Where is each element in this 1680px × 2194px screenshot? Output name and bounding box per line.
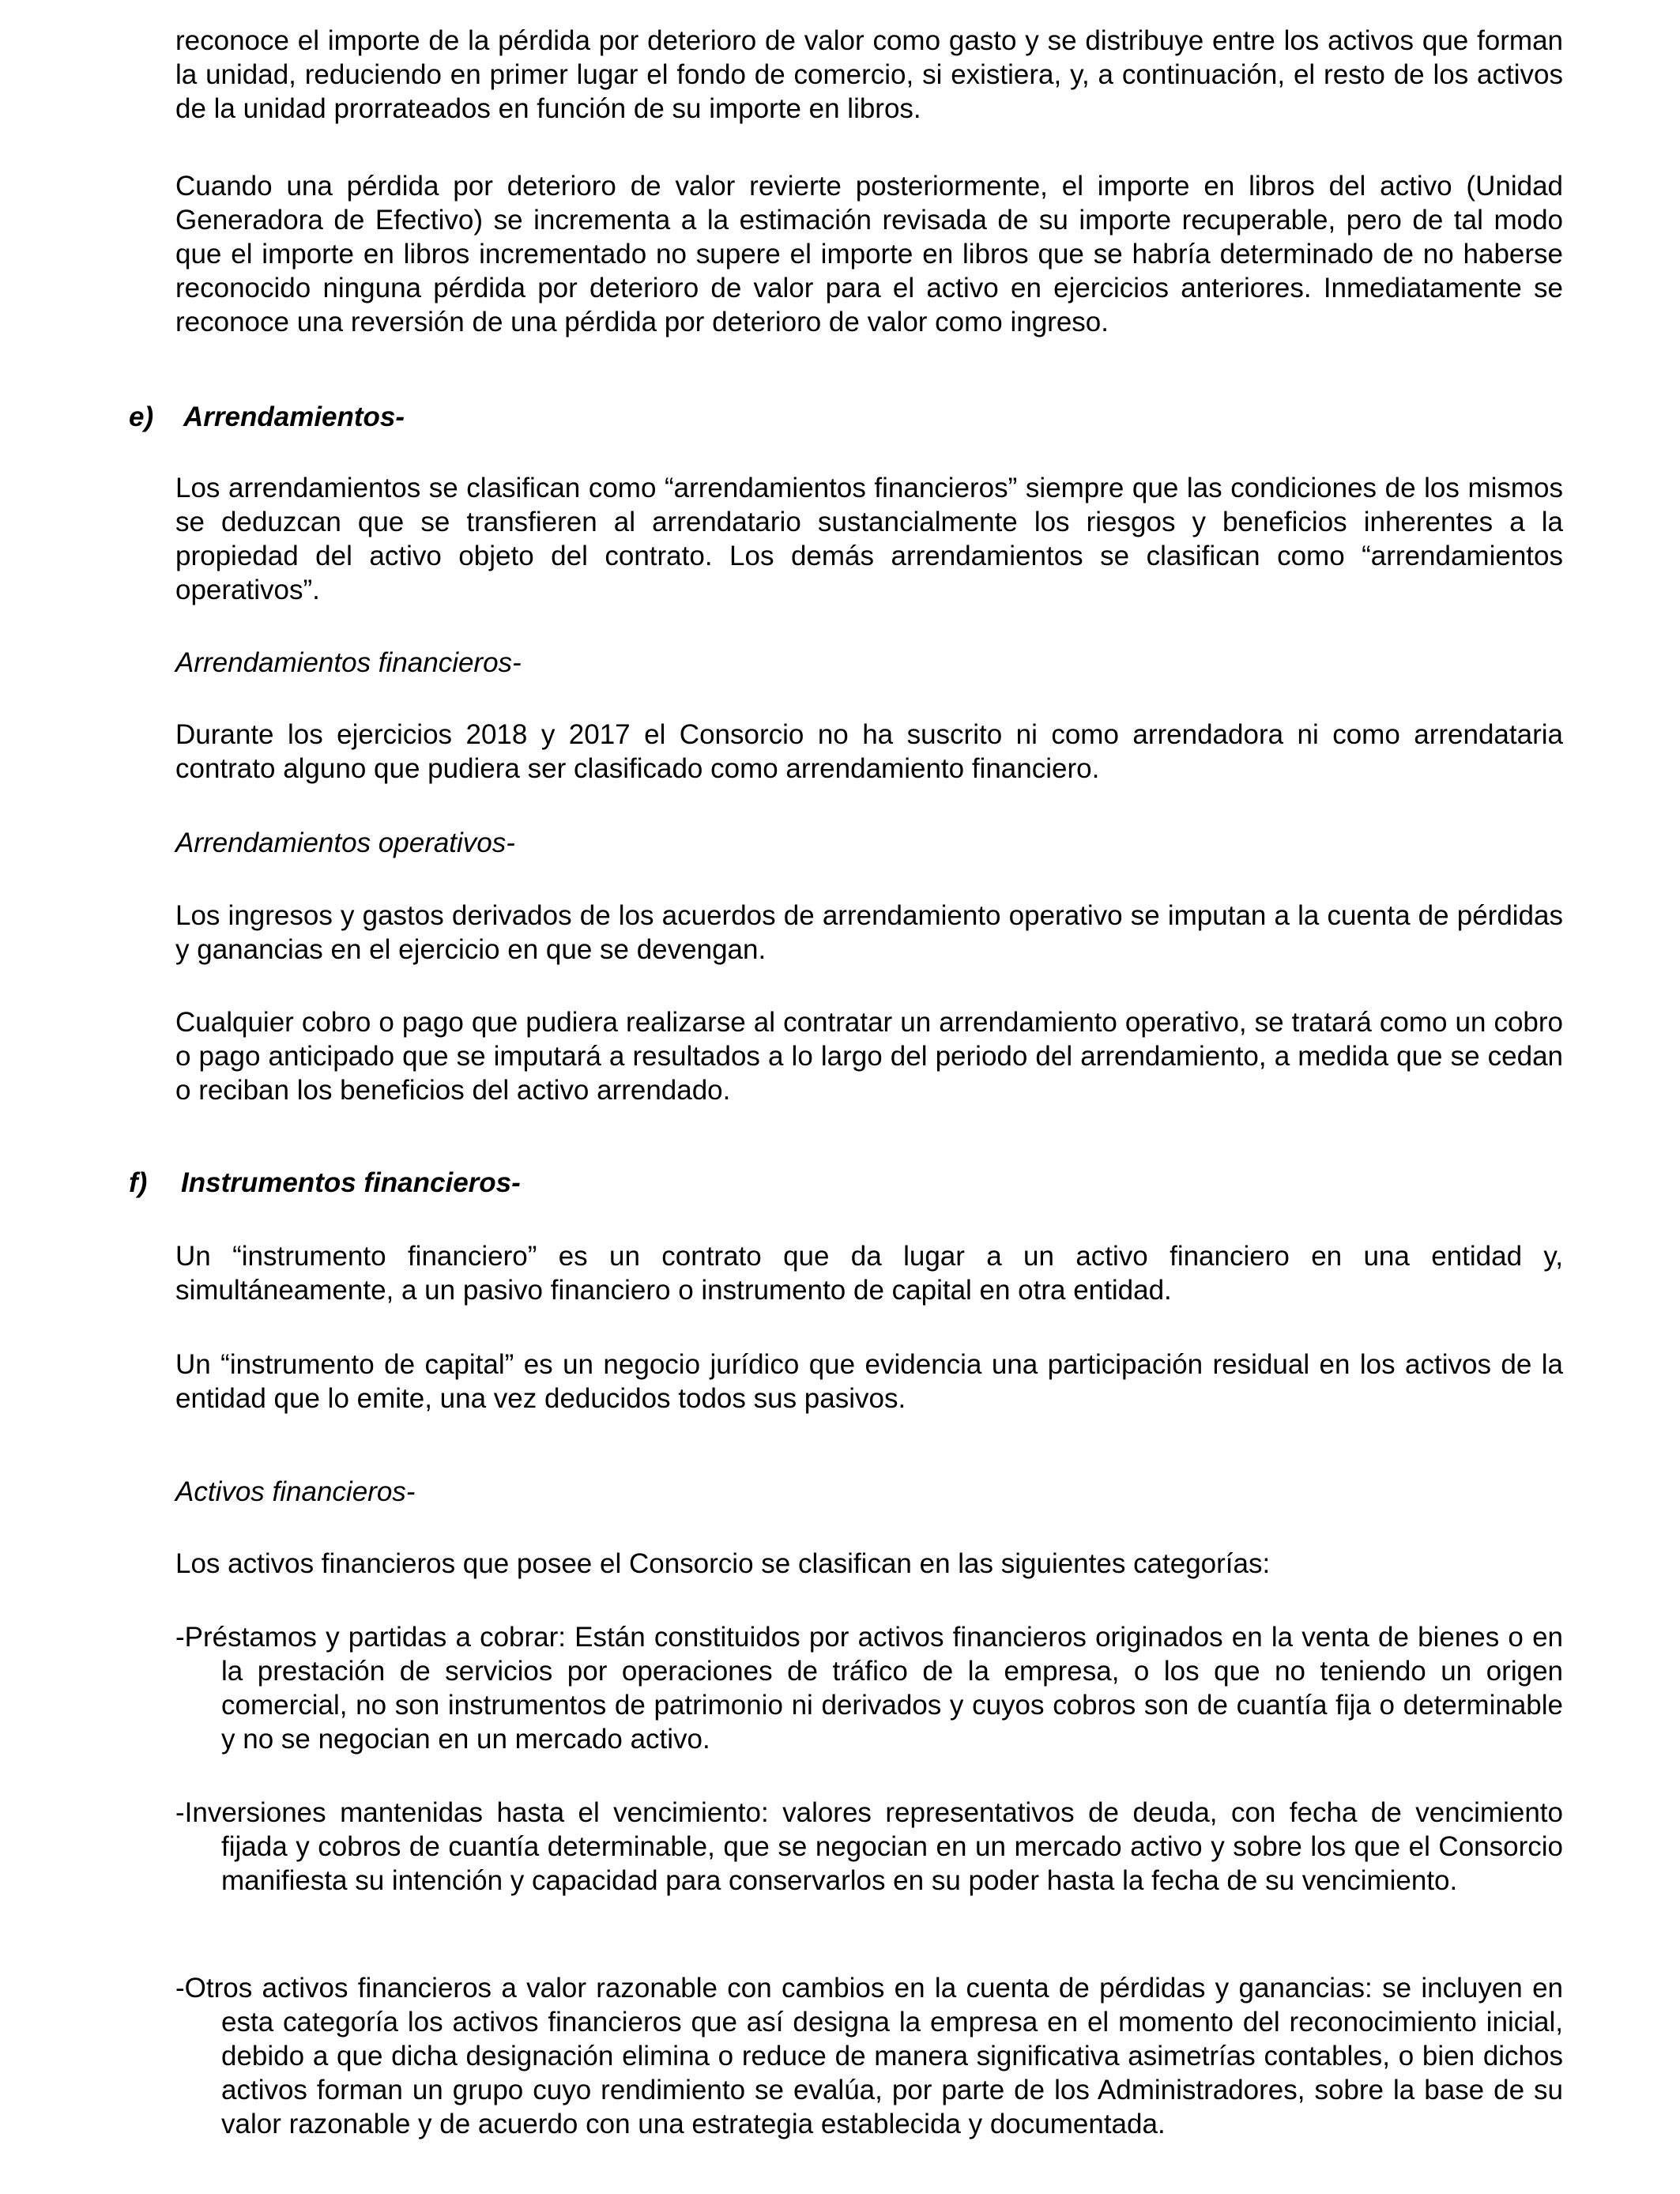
paragraph-capital-instrument-definition: Un “instrumento de capital” es un negocio jurídico que evidencia una participación residual en los activos de la entidad que lo emite, una vez deducidos todos sus pasivos. <box>175 1349 1563 1414</box>
paragraph-financial-assets-categories: Los activos financieros que posee el Consorcio se clasifican en las siguientes categorías: <box>175 1548 1271 1579</box>
section-letter-e: e) <box>129 401 154 432</box>
paragraph-impairment-reversal: Cuando una pérdida por deterioro de valor revierte posteriormente, el importe en libros del activo (Unidad Generadora de Efectivo) se incrementa a la estimación revisada de su importe recuperable, pero de tal modo que el importe en libros incrementado no supere el importe en libros que se habría determinado de no haberse reconocido ninguna pérdida por deterioro de valor para el activo en ejercicios anteriores. Inmediatamente se reconoce una reversión de una pérdida por deterioro de valor como ingreso. <box>175 171 1563 337</box>
section-letter-f: f) <box>129 1167 148 1198</box>
paragraph-financial-instrument-definition: Un “instrumento financiero” es un contrato que da lugar a un activo financiero en una entidad y, simultáneamente, a un pasivo financiero o instrumento de capital en otra entidad. <box>175 1241 1563 1306</box>
paragraph-leases-classification: Los arrendamientos se clasifican como “arrendamientos financieros” siempre que las condiciones de los mismos se deduzcan que se transfieren al arrendatario sustancialmente los riesgos y beneficios inherentes a la propiedad del activo objeto del contrato. Los demás arrendamientos se clasifican como “arrendamientos operativos”. <box>175 473 1563 605</box>
section-heading-f <box>129 1166 761 1200</box>
subheading-financial-assets: Activos financieros- <box>175 1476 416 1507</box>
list-item-fair-value-assets: -Otros activos financieros a valor razonable con cambios en la cuenta de pérdidas y ganancias: se incluyen en esta categoría los activos financieros que así designa la empresa en el momento del reconocimiento inicial, debido a que dicha designación elimina o reduce de manera significativa asimetrías contables, o bien dichos activos forman un grupo cuyo rendimiento se evalúa, por parte de los Administradores, sobre la base de su valor razonable y de acuerdo con una estrategia establecida y documentada. <box>175 1973 1563 2139</box>
paragraph-operating-leases-payments: Cualquier cobro o pago que pudiera realizarse al contratar un arrendamiento operativo, se tratará como un cobro o pago anticipado que se imputará a resultados a lo largo del periodo del arrendamiento, a medida que se cedan o reciban los beneficios del activo arrendado. <box>175 1007 1563 1106</box>
section-heading-e <box>129 400 603 434</box>
section-title-arrendamientos: Arrendamientos- <box>183 401 405 432</box>
paragraph-operating-leases-income: Los ingresos y gastos derivados de los acuerdos de arrendamiento operativo se imputan a la cuenta de pérdidas y ganancias en el ejercicio en que se devengan. <box>175 900 1563 965</box>
paragraph-impairment-distribution: reconoce el importe de la pérdida por deterioro de valor como gasto y se distribuye entre los activos que forman la unidad, reduciendo en primer lugar el fondo de comercio, si existiera, y, a continuación, el resto de los activos de la unidad prorrateados en función de su importe en libros. <box>175 25 1563 124</box>
subheading-finance-leases: Arrendamientos financieros- <box>175 647 522 678</box>
paragraph-finance-leases: Durante los ejercicios 2018 y 2017 el Consorcio no ha suscrito ni como arrendadora ni como arrendataria contrato alguno que pudiera ser clasificado como arrendamiento financiero. <box>175 719 1563 784</box>
list-item-held-to-maturity: -Inversiones mantenidas hasta el vencimiento: valores representativos de deuda, con fecha de vencimiento fijada y cobros de cuantía determinable, que se negocian en un mercado activo y sobre los que el Consorcio manifiesta su intención y capacidad para conservarlos en su poder hasta la fecha de su vencimiento. <box>175 1797 1563 1896</box>
subheading-operating-leases: Arrendamientos operativos- <box>175 827 515 858</box>
section-title-instrumentos: Instrumentos financieros- <box>181 1167 521 1198</box>
list-item-loans-receivables: -Préstamos y partidas a cobrar: Están constituidos por activos financieros originados en la venta de bienes o en la prestación de servicios por operaciones de tráfico de la empresa, o los que no teniendo un origen comercial, no son instrumentos de patrimonio ni derivados y cuyos cobros son de cuantía fija o determinable y no se negocian en un mercado activo. <box>175 1622 1563 1755</box>
